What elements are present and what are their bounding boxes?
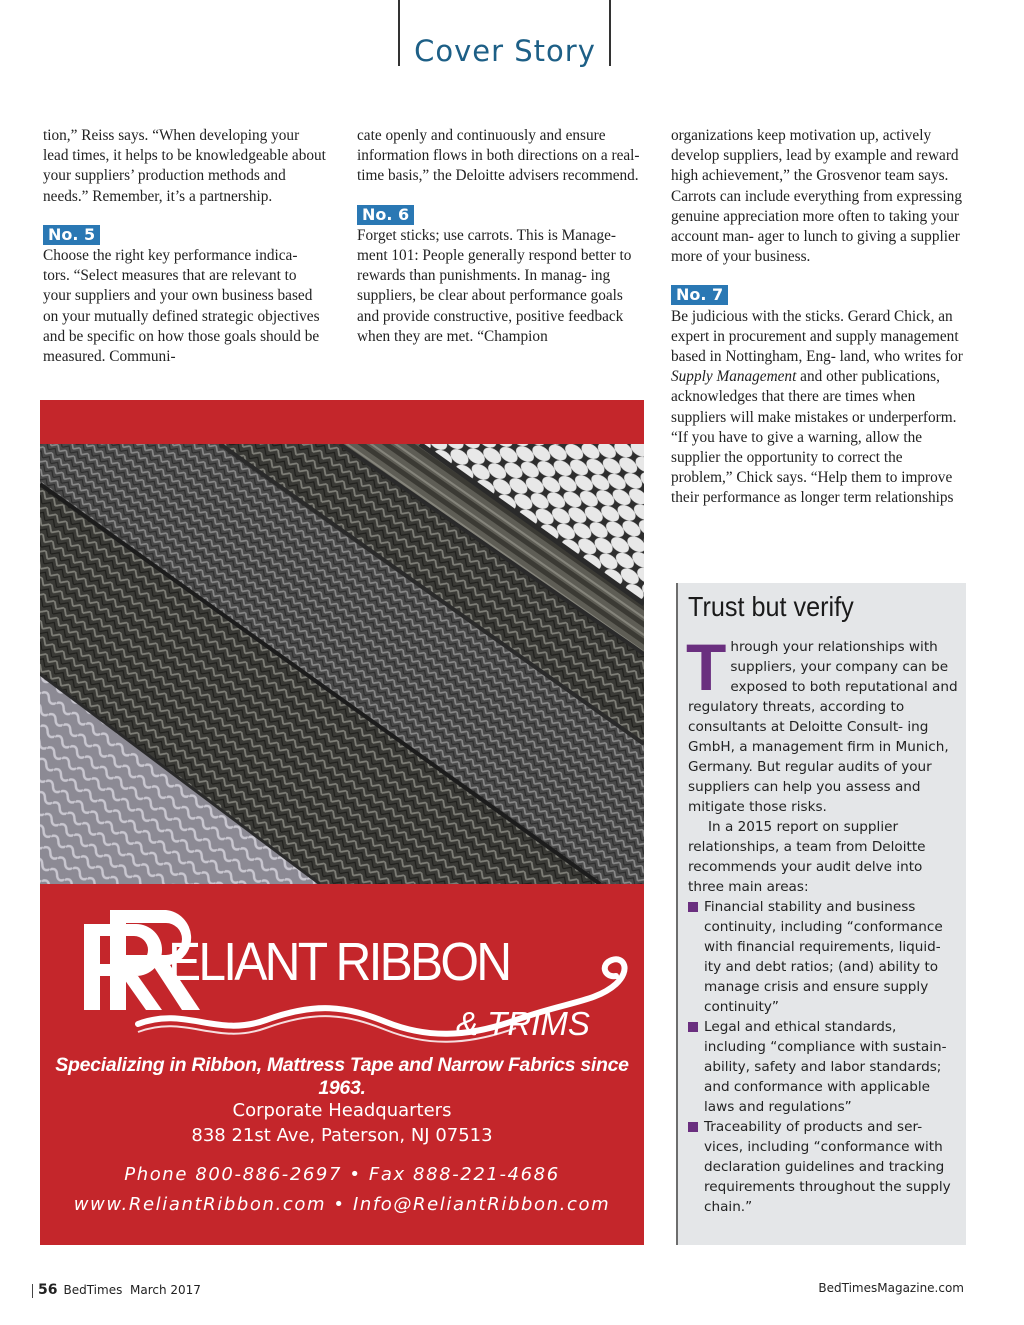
page-footer-left xyxy=(32,1282,201,1298)
footer-divider xyxy=(32,1284,33,1298)
sidebar-bullet xyxy=(688,1017,960,1117)
publication-title: Supply Management xyxy=(671,368,797,386)
col2-intro: cate openly and continuously and ensure information flows in both directions on a real-time basis,” the Deloitte advisers recommend. xyxy=(357,127,640,185)
tip-number-5: No. 5 xyxy=(43,225,100,245)
article-column-2 xyxy=(357,126,642,347)
footer-website[interactable]: BedTimesMagazine.com xyxy=(818,1281,964,1295)
sidebar-para2: In a 2015 report on supplier relationships, a team from Deloitte recommends your audit delve into three main areas: xyxy=(688,819,926,895)
ad-phone-fax[interactable]: Phone 800-886-2697 • Fax 888-221-4686 xyxy=(124,1164,560,1185)
sidebar-bullet-text: Financial stability and business continuity, including “conformance with financial requirements, liquid- ity and debt ratios; (and) ability to manage crisis and ensure supply continuity” xyxy=(704,899,943,1015)
ad-web-email[interactable]: www.ReliantRibbon.com • Info@ReliantRibbon.com xyxy=(73,1194,611,1215)
sidebar-title: Trust but verify xyxy=(688,591,854,622)
sidebar-para1: hrough your relationships with suppliers, your company can be exposed to both reputational and regulatory threats, according to consultants at Deloitte Consult- ing GmbH, a management firm in Munich, Germany. But regular audits of your suppliers can help you assess and mitigate those risks. xyxy=(688,639,958,815)
article-column-3 xyxy=(671,126,963,509)
ad-contact xyxy=(40,1160,644,1220)
footer-publication: BedTimes xyxy=(63,1283,123,1297)
article-column-1 xyxy=(43,126,328,367)
logo-wordmark: ELIANT RIBBON xyxy=(168,932,510,992)
square-bullet-icon xyxy=(688,902,698,912)
col1-intro: tion,” Reiss says. “When developing your lead times, it helps to be knowledgeable about your suppliers’ production methods and needs.” Remember, it’s a partnership. xyxy=(43,127,326,205)
logo-subline: & TRIMS xyxy=(456,1005,590,1042)
tip-number-6: No. 6 xyxy=(357,205,414,225)
ad-address-line2: 838 21st Ave, Paterson, NJ 07513 xyxy=(191,1125,493,1146)
reliant-ribbon-advertisement[interactable] xyxy=(40,400,644,1245)
sidebar-bullet-text: Traceability of products and ser- vices, including “conformance with declaration guidelines and tracking requirements throughout the supply chain.” xyxy=(704,1119,951,1215)
sidebar-bullet xyxy=(688,897,960,1017)
ad-address xyxy=(40,1098,644,1148)
reliant-ribbon-logo xyxy=(76,898,636,1048)
col3-body xyxy=(671,307,963,509)
sidebar-intro xyxy=(686,630,960,817)
sidebar-body xyxy=(686,630,960,1217)
col3-intro: organizations keep motivation up, actively develop suppliers, lead by example and reward high achievement,” the Grosvenor team says. Carrots can include everything from expressing genuine appreciation more often to taking your account man- ager to lunch to giving a supplier more of your business. xyxy=(671,127,962,266)
footer-date: March 2017 xyxy=(129,1283,201,1297)
col3-body-part-a: Be judicious with the sticks. Gerard Chick, an expert in procurement and supply management based in Nottingham, Eng- land, who writes for xyxy=(671,307,963,366)
sidebar-trust-but-verify xyxy=(676,583,966,1245)
sidebar-bullet-text: Legal and ethical standards, including “compliance with sustain- ability, safety and labor standards; and conformance with applicable laws and regulations” xyxy=(704,1019,947,1115)
col3-body-part-b: and other publications, acknowledges that there are times when suppliers will make mistakes or underperform. “If you have to give a warning, allow the supplier the opportunity to correct the problem,” Chick says. “Help them to improve their performance as longer term relationships xyxy=(671,368,957,507)
square-bullet-icon xyxy=(688,1122,698,1132)
ad-tagline: Specializing in Ribbon, Mattress Tape and Narrow Fabrics since 1963. xyxy=(55,1054,629,1099)
col1-body: Choose the right key performance indica- tors. “Select measures that are relevant to your suppliers and your own business based on your mutually defined strategic objectives and be specific on how those goals should be measured. Communi- xyxy=(43,247,320,366)
ribbon-photo-illustration xyxy=(40,444,644,884)
square-bullet-icon xyxy=(688,1022,698,1032)
section-title: Cover Story xyxy=(414,34,596,68)
sidebar-dropcap: T xyxy=(686,630,727,704)
ribbon-fabric-photo xyxy=(40,444,644,884)
ad-address-line1: Corporate Headquarters xyxy=(232,1100,452,1121)
sidebar-bullet xyxy=(688,1117,960,1217)
page-number: 56 xyxy=(38,1282,58,1298)
col2-body: Forget sticks; use carrots. This is Manage- ment 101: People generally respond better to rewards than punishments. In manag- ing suppliers, be clear about performance goals and provide constructive, positive feedback when they are met. “Champion xyxy=(357,226,632,345)
tip-number-7: No. 7 xyxy=(671,285,728,305)
